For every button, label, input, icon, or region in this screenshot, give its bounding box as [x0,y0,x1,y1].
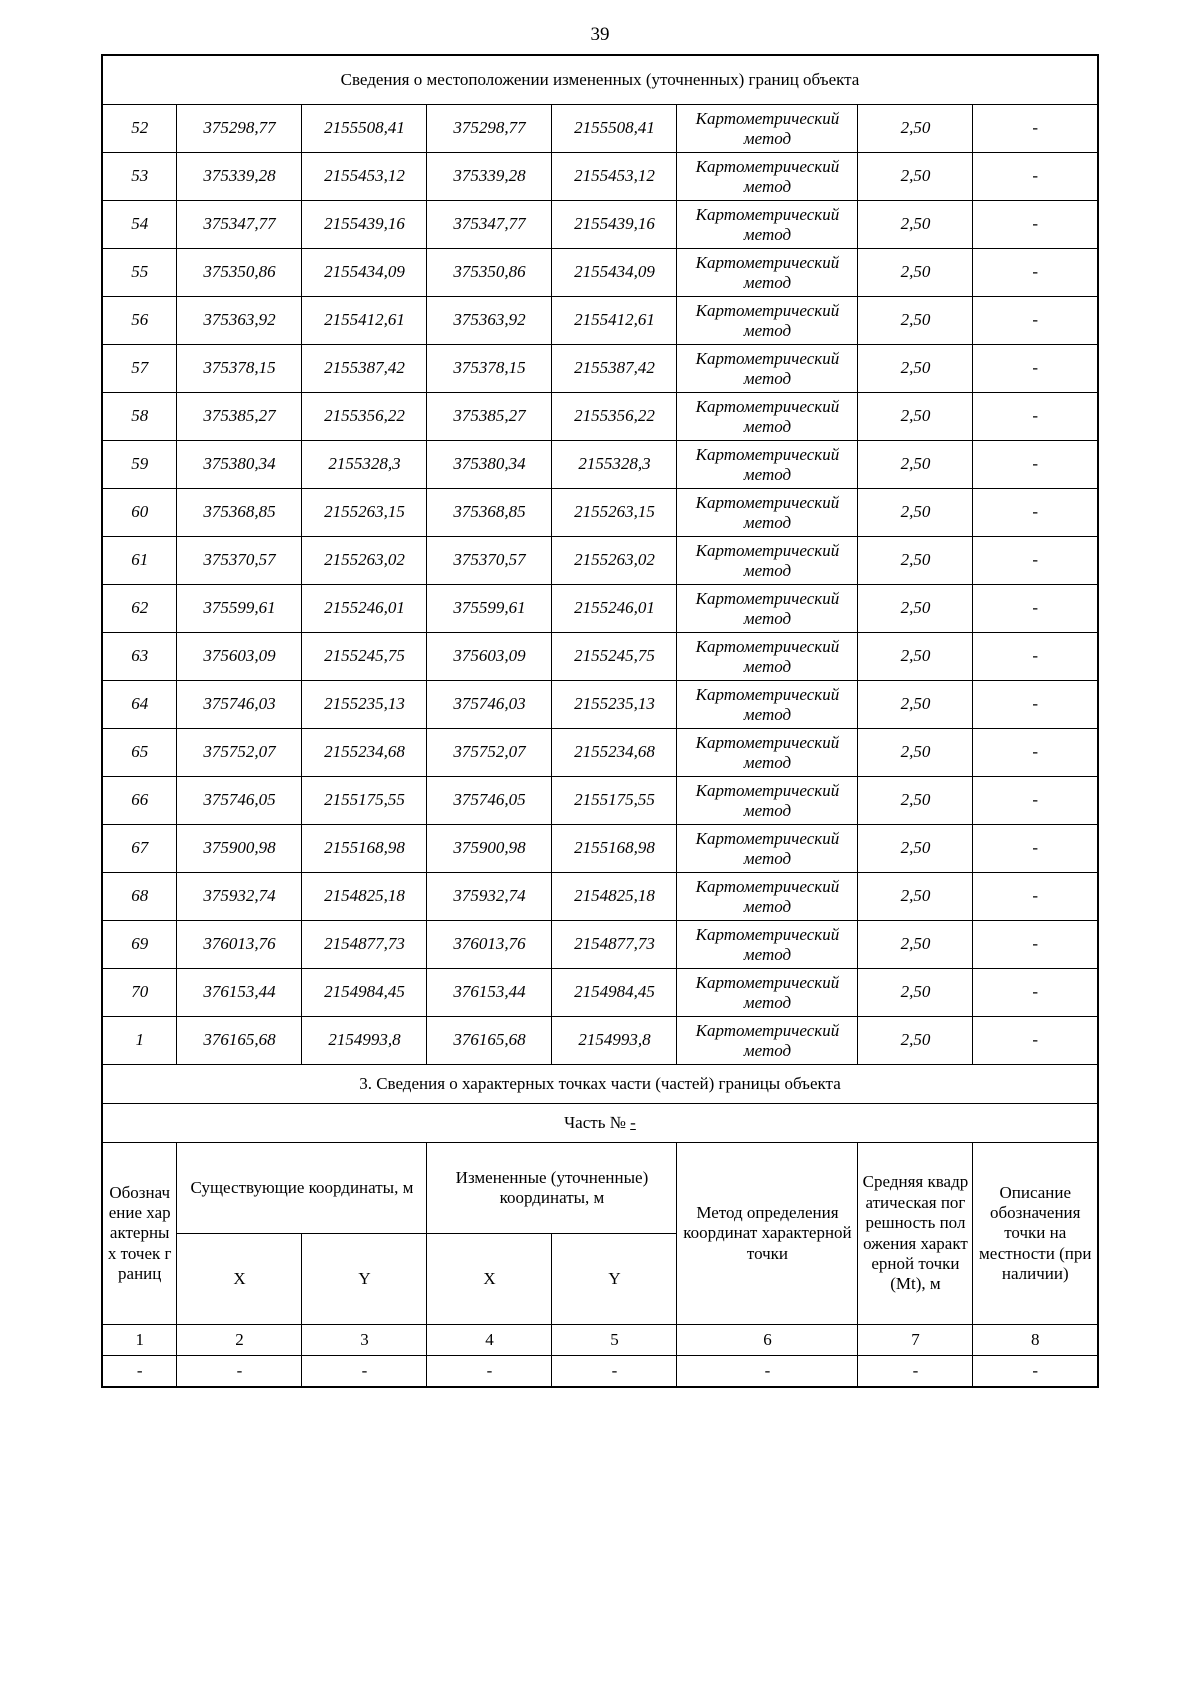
method: Картометрический метод [677,537,858,585]
method: Картометрический метод [677,249,858,297]
method: Картометрический метод [677,345,858,393]
changed-x: 375603,09 [427,633,552,681]
header-changed-y: Y [552,1234,677,1325]
existing-y: 2155453,12 [302,153,427,201]
header-method: Метод определения координат характерной точки [677,1143,858,1325]
description: - [973,105,1098,153]
changed-x: 375339,28 [427,153,552,201]
changed-x: 376153,44 [427,969,552,1017]
existing-x: 375350,86 [177,249,302,297]
page-number: 39 [590,24,610,45]
method: Картометрический метод [677,585,858,633]
table-row [102,441,1098,489]
empty-value: - [427,1356,552,1388]
changed-y: 2154993,8 [552,1017,677,1065]
empty-value: - [552,1356,677,1388]
changed-x: 375746,05 [427,777,552,825]
changed-x: 375350,86 [427,249,552,297]
point-number: 67 [102,825,177,873]
empty-value: - [973,1356,1098,1388]
changed-x: 375363,92 [427,297,552,345]
mt-error: 2,50 [858,393,973,441]
existing-y: 2155412,61 [302,297,427,345]
mt-error: 2,50 [858,249,973,297]
mt-error: 2,50 [858,921,973,969]
point-number: 53 [102,153,177,201]
table-row [102,825,1098,873]
header-existing-x: X [177,1234,302,1325]
column-number: 6 [677,1325,858,1356]
changed-x: 375378,15 [427,345,552,393]
existing-x: 376153,44 [177,969,302,1017]
table-row [102,489,1098,537]
mt-error: 2,50 [858,969,973,1017]
existing-x: 375298,77 [177,105,302,153]
existing-y: 2155234,68 [302,729,427,777]
column-number: 4 [427,1325,552,1356]
point-number: 62 [102,585,177,633]
header-row-groups [102,1143,1098,1234]
existing-y: 2155263,15 [302,489,427,537]
method: Картометрический метод [677,921,858,969]
mt-error: 2,50 [858,585,973,633]
point-number: 65 [102,729,177,777]
point-number: 68 [102,873,177,921]
existing-y: 2155168,98 [302,825,427,873]
changed-y: 2155246,01 [552,585,677,633]
changed-x: 376165,68 [427,1017,552,1065]
existing-y: 2155356,22 [302,393,427,441]
point-number: 54 [102,201,177,249]
method: Картометрический метод [677,777,858,825]
existing-x: 375380,34 [177,441,302,489]
description: - [973,729,1098,777]
method: Картометрический метод [677,729,858,777]
changed-y: 2155387,42 [552,345,677,393]
header-point-description: Описание обозначения точки на местности (при наличии) [973,1143,1098,1325]
mt-error: 2,50 [858,153,973,201]
table-title-row [102,55,1098,105]
empty-value: - [858,1356,973,1388]
method: Картометрический метод [677,201,858,249]
changed-x: 375370,57 [427,537,552,585]
description: - [973,345,1098,393]
method: Картометрический метод [677,393,858,441]
changed-y: 2155263,02 [552,537,677,585]
part-cell [102,1104,1098,1143]
empty-value: - [102,1356,177,1388]
method: Картометрический метод [677,105,858,153]
changed-x: 375599,61 [427,585,552,633]
point-number: 60 [102,489,177,537]
table-row [102,969,1098,1017]
point-number: 61 [102,537,177,585]
header-changed-coordinates: Измененные (уточненные) координаты, м [427,1143,677,1234]
description: - [973,153,1098,201]
changed-y: 2154825,18 [552,873,677,921]
method: Картометрический метод [677,297,858,345]
point-number: 59 [102,441,177,489]
empty-value: - [302,1356,427,1388]
point-number: 57 [102,345,177,393]
existing-x: 375378,15 [177,345,302,393]
table-row [102,201,1098,249]
changed-y: 2155263,15 [552,489,677,537]
table-row [102,537,1098,585]
description: - [973,633,1098,681]
existing-y: 2154877,73 [302,921,427,969]
point-number: 52 [102,105,177,153]
header-changed-x: X [427,1234,552,1325]
point-number: 56 [102,297,177,345]
description: - [973,393,1098,441]
changed-y: 2155168,98 [552,825,677,873]
description: - [973,681,1098,729]
table-row [102,633,1098,681]
mt-error: 2,50 [858,537,973,585]
header-mt-error: Средняя квадратическая погрешность положения характерной точки (Mt), м [858,1143,973,1325]
existing-x: 375603,09 [177,633,302,681]
changed-y: 2155328,3 [552,441,677,489]
mt-error: 2,50 [858,105,973,153]
table-row [102,921,1098,969]
changed-y: 2155235,13 [552,681,677,729]
header-existing-y: Y [302,1234,427,1325]
existing-y: 2155328,3 [302,441,427,489]
existing-x: 376013,76 [177,921,302,969]
column-numbers-row [102,1325,1098,1356]
existing-x: 375599,61 [177,585,302,633]
column-number: 1 [102,1325,177,1356]
changed-y: 2155434,09 [552,249,677,297]
empty-value: - [677,1356,858,1388]
description: - [973,441,1098,489]
changed-x: 376013,76 [427,921,552,969]
column-number: 8 [973,1325,1098,1356]
method: Картометрический метод [677,1017,858,1065]
existing-y: 2155434,09 [302,249,427,297]
existing-y: 2155235,13 [302,681,427,729]
coordinate-rows [102,105,1098,1065]
changed-y: 2155439,16 [552,201,677,249]
mt-error: 2,50 [858,729,973,777]
table-row [102,777,1098,825]
changed-y: 2155412,61 [552,297,677,345]
description: - [973,873,1098,921]
table-row [102,153,1098,201]
point-number: 66 [102,777,177,825]
mt-error: 2,50 [858,489,973,537]
mt-error: 2,50 [858,633,973,681]
changed-x: 375746,03 [427,681,552,729]
part-value: - [630,1112,636,1132]
changed-x: 375380,34 [427,441,552,489]
table-row [102,297,1098,345]
existing-y: 2155246,01 [302,585,427,633]
mt-error: 2,50 [858,681,973,729]
changed-x: 375347,77 [427,201,552,249]
mt-error: 2,50 [858,777,973,825]
changed-y: 2155356,22 [552,393,677,441]
mt-error: 2,50 [858,201,973,249]
changed-y: 2155508,41 [552,105,677,153]
existing-x: 375363,92 [177,297,302,345]
description: - [973,489,1098,537]
existing-x: 375339,28 [177,153,302,201]
point-number: 64 [102,681,177,729]
empty-value: - [177,1356,302,1388]
description: - [973,825,1098,873]
empty-values-row [102,1356,1098,1388]
mt-error: 2,50 [858,345,973,393]
existing-y: 2155245,75 [302,633,427,681]
existing-x: 375746,05 [177,777,302,825]
mt-error: 2,50 [858,825,973,873]
changed-x: 375298,77 [427,105,552,153]
existing-y: 2154993,8 [302,1017,427,1065]
mt-error: 2,50 [858,1017,973,1065]
description: - [973,537,1098,585]
boundaries-table [101,54,1099,1388]
method: Картометрический метод [677,969,858,1017]
point-number: 1 [102,1017,177,1065]
existing-y: 2155387,42 [302,345,427,393]
existing-x: 375370,57 [177,537,302,585]
method: Картометрический метод [677,489,858,537]
description: - [973,777,1098,825]
existing-y: 2154984,45 [302,969,427,1017]
existing-y: 2155439,16 [302,201,427,249]
existing-x: 375368,85 [177,489,302,537]
mt-error: 2,50 [858,297,973,345]
existing-x: 376165,68 [177,1017,302,1065]
section3-title: 3. Сведения о характерных точках части (частей) границы объекта [102,1065,1098,1104]
point-number: 58 [102,393,177,441]
column-number: 3 [302,1325,427,1356]
table-row [102,729,1098,777]
existing-x: 375900,98 [177,825,302,873]
method: Картометрический метод [677,873,858,921]
changed-x: 375385,27 [427,393,552,441]
description: - [973,585,1098,633]
table-row [102,393,1098,441]
section3-row [102,1065,1098,1104]
table-row [102,585,1098,633]
table-row [102,345,1098,393]
point-number: 70 [102,969,177,1017]
changed-y: 2155175,55 [552,777,677,825]
part-label: Часть № [564,1112,626,1132]
description: - [973,249,1098,297]
existing-y: 2154825,18 [302,873,427,921]
table-row [102,873,1098,921]
changed-y: 2154877,73 [552,921,677,969]
table-title: Сведения о местоположении измененных (уточненных) границ объекта [102,55,1098,105]
header-existing-coordinates: Существующие координаты, м [177,1143,427,1234]
existing-x: 375746,03 [177,681,302,729]
method: Картометрический метод [677,681,858,729]
method: Картометрический метод [677,633,858,681]
table-row [102,1017,1098,1065]
column-number: 7 [858,1325,973,1356]
header-point-designation: Обозначение характерных точек границ [102,1143,177,1325]
description: - [973,297,1098,345]
changed-x: 375752,07 [427,729,552,777]
existing-x: 375347,77 [177,201,302,249]
existing-y: 2155175,55 [302,777,427,825]
table-row [102,249,1098,297]
column-number: 2 [177,1325,302,1356]
existing-y: 2155508,41 [302,105,427,153]
mt-error: 2,50 [858,441,973,489]
existing-y: 2155263,02 [302,537,427,585]
existing-x: 375932,74 [177,873,302,921]
column-number: 5 [552,1325,677,1356]
description: - [973,201,1098,249]
method: Картометрический метод [677,153,858,201]
table-row [102,681,1098,729]
changed-x: 375368,85 [427,489,552,537]
part-row [102,1104,1098,1143]
changed-x: 375932,74 [427,873,552,921]
point-number: 63 [102,633,177,681]
changed-y: 2155234,68 [552,729,677,777]
existing-x: 375385,27 [177,393,302,441]
point-number: 55 [102,249,177,297]
changed-y: 2155245,75 [552,633,677,681]
description: - [973,1017,1098,1065]
changed-y: 2154984,45 [552,969,677,1017]
existing-x: 375752,07 [177,729,302,777]
method: Картометрический метод [677,441,858,489]
description: - [973,969,1098,1017]
table-row [102,105,1098,153]
changed-y: 2155453,12 [552,153,677,201]
description: - [973,921,1098,969]
mt-error: 2,50 [858,873,973,921]
point-number: 69 [102,921,177,969]
changed-x: 375900,98 [427,825,552,873]
method: Картометрический метод [677,825,858,873]
